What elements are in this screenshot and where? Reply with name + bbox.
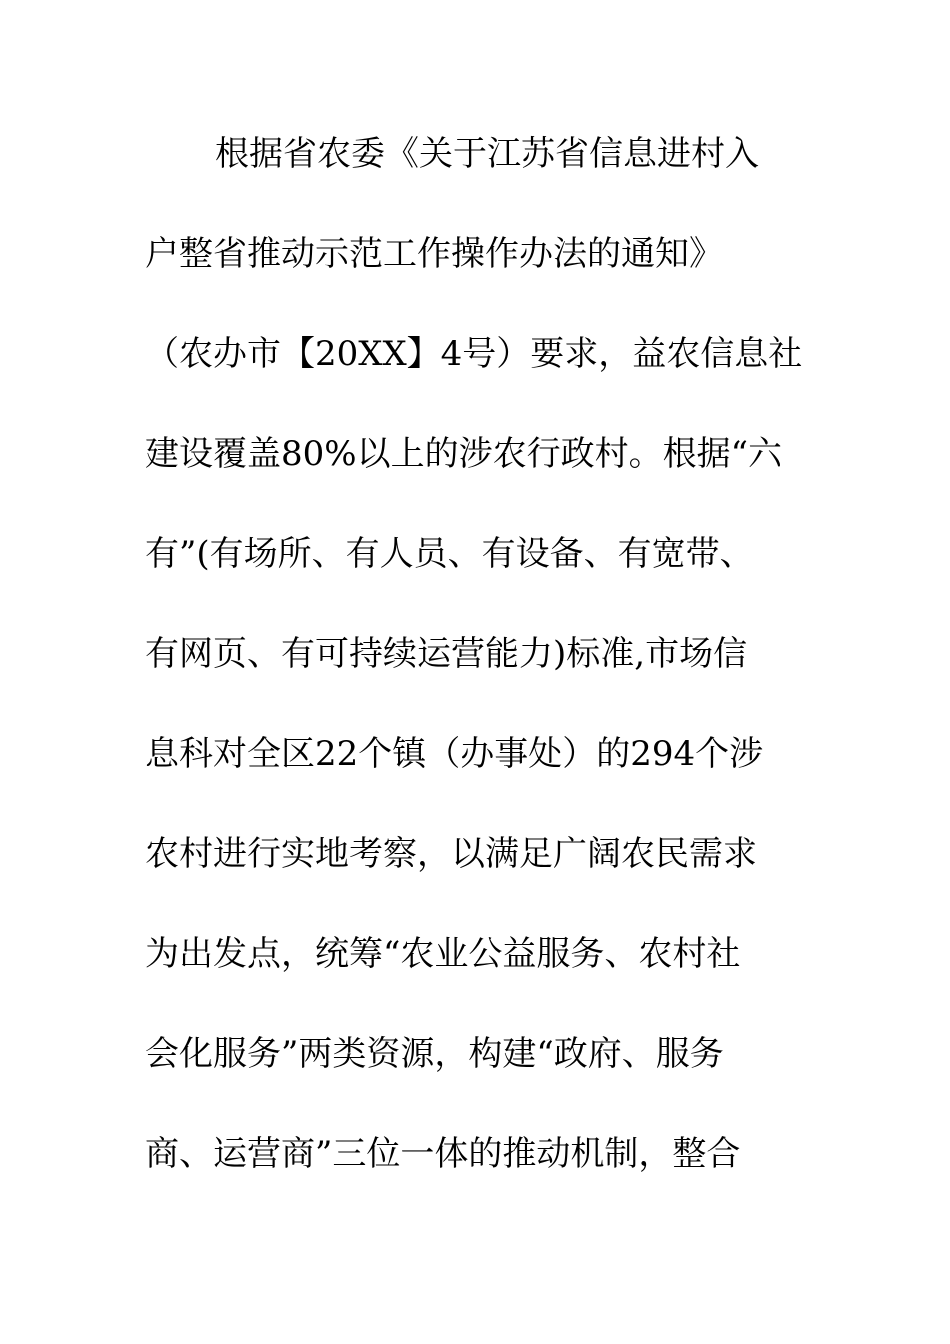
- paragraph-line: 根据省农委《关于江苏省信息进村入: [215, 134, 759, 174]
- paragraph-line: 建设覆盖80%以上的涉农行政村。根据“六: [145, 434, 782, 474]
- paragraph-line: 有”(有场所、有人员、有设备、有宽带、: [145, 534, 754, 574]
- paragraph-line: 农村进行实地考察，以满足广阔农民需求: [145, 834, 757, 874]
- body-paragraph: [145, 124, 825, 1224]
- paragraph-line: 为出发点，统筹“农业公益服务、农村社: [145, 934, 741, 974]
- paragraph-line: 会化服务”两类资源，构建“政府、服务: [145, 1034, 724, 1074]
- paragraph-line: 户整省推动示范工作操作办法的通知》: [145, 234, 723, 274]
- paragraph-line: 商、运营商”三位一体的推动机制，整合: [145, 1134, 741, 1174]
- paragraph-line: （农办市【20XX】4号）要求，益农信息社: [145, 334, 803, 374]
- paragraph-line: 有网页、有可持续运营能力)标准,市场信: [145, 634, 748, 674]
- paragraph-line: 息科对全区22个镇（办事处）的294个涉: [145, 734, 764, 774]
